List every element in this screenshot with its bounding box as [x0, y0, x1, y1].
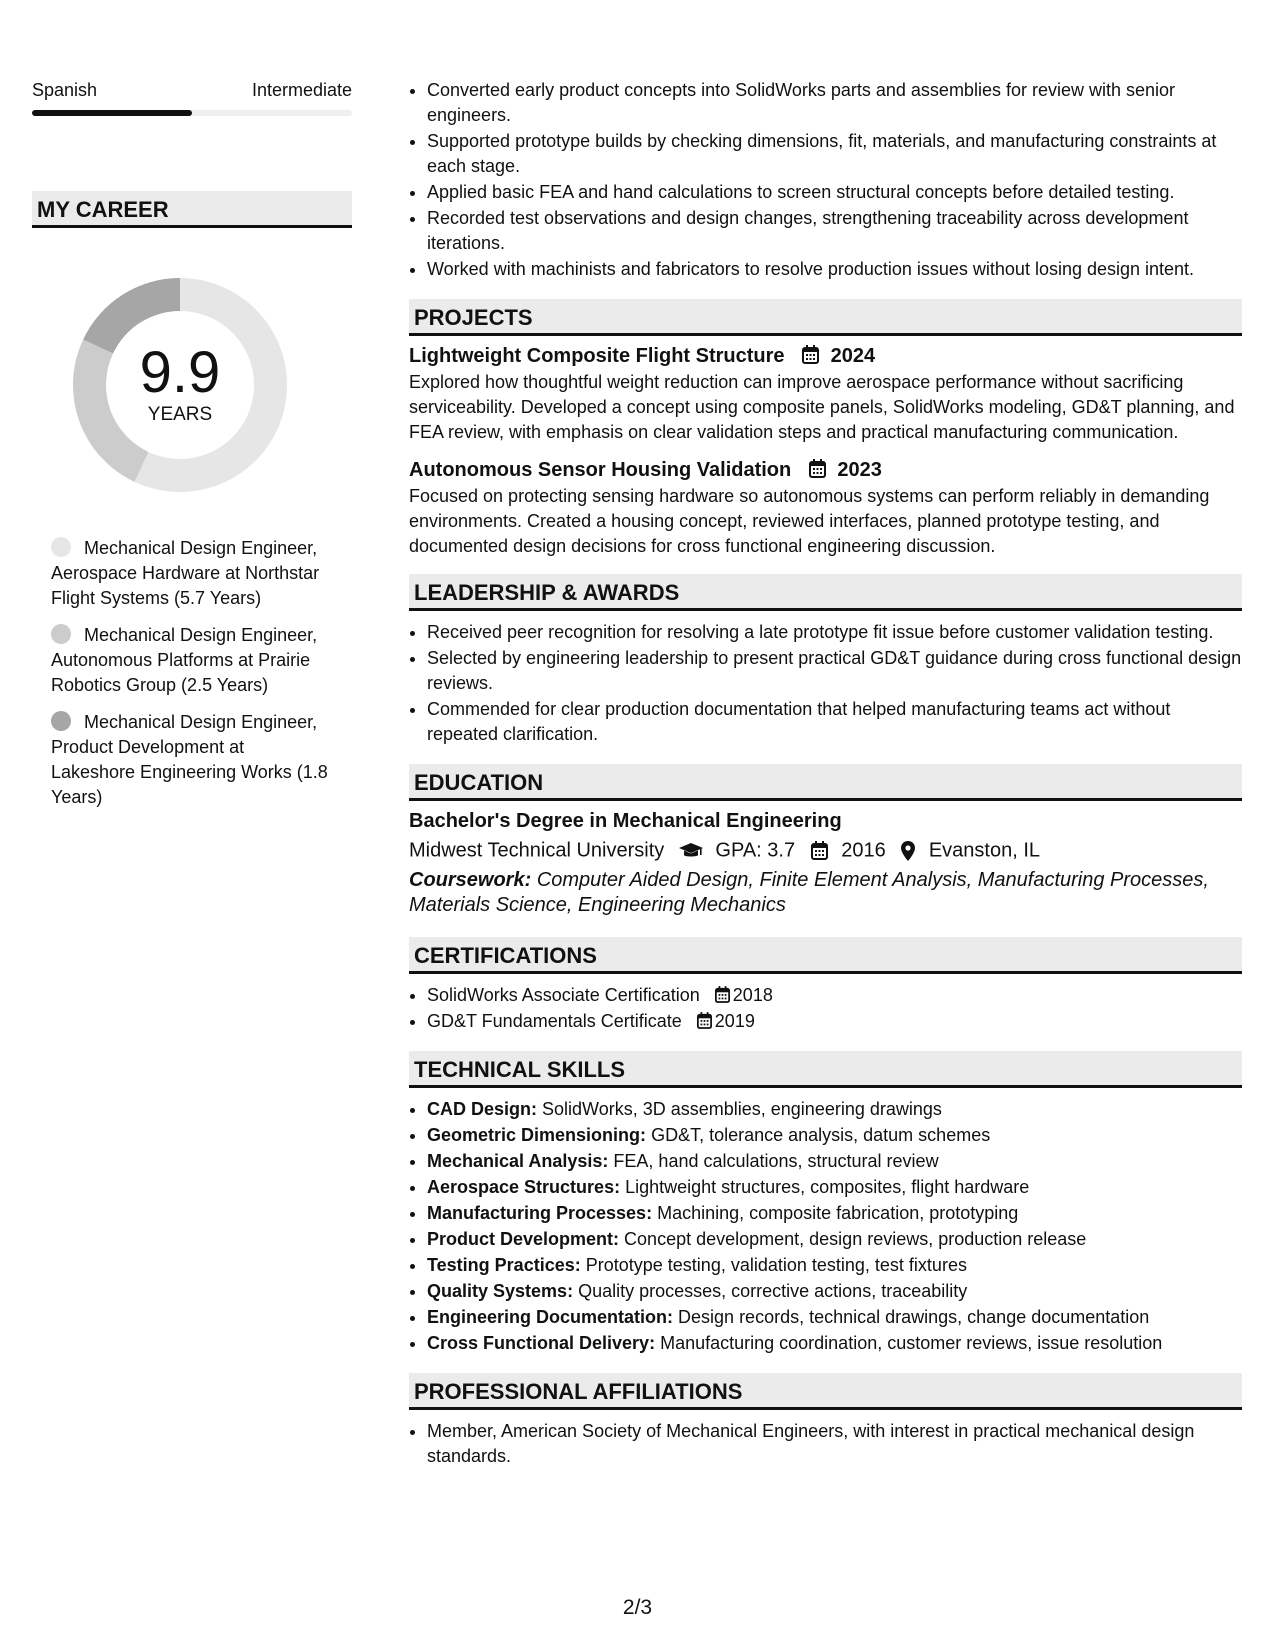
- skill-item: [427, 1149, 1242, 1174]
- certification-item: [427, 1009, 1242, 1034]
- right-column: [409, 78, 1242, 1470]
- leadership-list: [409, 620, 1242, 747]
- projects-heading: PROJECTS: [409, 299, 1242, 336]
- skill-label: Testing Practices:: [427, 1254, 581, 1275]
- skill-label: CAD Design:: [427, 1098, 538, 1119]
- skill-item: [427, 1097, 1242, 1122]
- experience-bullet: • Supported prototype builds by checking dimensions, fit, materials, and manufacturing constraints at each stage.: [427, 129, 1242, 179]
- skill-value: Lightweight structures, composites, flight hardware: [625, 1176, 1030, 1197]
- skill-label: Engineering Documentation:: [427, 1306, 674, 1327]
- page-number: 2/3: [622, 1596, 653, 1619]
- leadership-item: • Received peer recognition for resolving a late prototype fit issue before customer validation testing.: [427, 620, 1242, 645]
- career-legend-text: Mechanical Design Engineer, Product Development at Lakeshore Engineering Works (1.8 Years): [51, 712, 328, 807]
- education-details: [409, 835, 1242, 866]
- skills-list: [409, 1097, 1242, 1356]
- skill-label: Manufacturing Processes:: [427, 1202, 653, 1223]
- language-row: [32, 78, 352, 102]
- graduation-cap-icon: [678, 842, 704, 860]
- project-year: 2023: [837, 459, 882, 481]
- skill-value: Quality processes, corrective actions, traceability: [578, 1280, 968, 1301]
- skill-item: [427, 1201, 1242, 1226]
- certification-item: [427, 983, 1242, 1008]
- skill-value: GD&T, tolerance analysis, datum schemes: [651, 1124, 991, 1145]
- skill-label: Product Development:: [427, 1228, 620, 1249]
- skill-item: [427, 1227, 1242, 1252]
- experience-bullet: • Recorded test observations and design changes, strengthening traceability across development iterations.: [427, 206, 1242, 256]
- skill-value: SolidWorks, 3D assemblies, engineering drawings: [542, 1098, 942, 1119]
- calendar-icon: [697, 1012, 712, 1029]
- skill-value: Design records, technical drawings, change documentation: [678, 1306, 1150, 1327]
- certifications-list: [409, 983, 1242, 1034]
- coursework-label: Coursework:: [409, 868, 532, 891]
- degree-title: Bachelor's Degree in Mechanical Engineering: [409, 810, 842, 832]
- leadership-item: • Selected by engineering leadership to present practical GD&T guidance during cross functional design reviews.: [427, 646, 1242, 696]
- skill-label: Mechanical Analysis:: [427, 1150, 609, 1171]
- affiliations-heading: PROFESSIONAL AFFILIATIONS: [409, 1373, 1242, 1410]
- skill-label: Quality Systems:: [427, 1280, 574, 1301]
- project-description: Focused on protecting sensing hardware so autonomous systems can perform reliably in demanding environments. Created a housing concept, reviewed interfaces, planned prototype testing, and documented design decisions for cross functional engineering discussion.: [409, 486, 1210, 556]
- career-years-unit: YEARS: [147, 404, 213, 425]
- career-legend-item: [51, 710, 331, 810]
- experience-bullets: [409, 78, 1242, 282]
- skill-label: Aerospace Structures:: [427, 1176, 621, 1197]
- project-entry: [409, 342, 1242, 445]
- skill-value: Prototype testing, validation testing, test fixtures: [585, 1254, 967, 1275]
- skill-item: [427, 1253, 1242, 1278]
- map-pin-icon: [901, 841, 915, 861]
- skill-item: [427, 1331, 1242, 1356]
- graduation-year: 2016: [841, 839, 886, 862]
- legend-dot: [51, 624, 71, 644]
- skill-value: Concept development, design reviews, production release: [624, 1228, 1087, 1249]
- calendar-icon: [802, 345, 819, 364]
- school-location: Evanston, IL: [928, 839, 1041, 862]
- language-proficiency-fill: [32, 110, 192, 116]
- skill-item: [427, 1279, 1242, 1304]
- skill-label: Geometric Dimensioning:: [427, 1124, 647, 1145]
- language-proficiency-bar: [32, 110, 352, 116]
- school-name: Midwest Technical University: [409, 839, 665, 862]
- experience-bullet: • Applied basic FEA and hand calculations to screen structural concepts before detailed testing.: [427, 180, 1242, 205]
- calendar-icon: [811, 841, 828, 860]
- legend-dot: [51, 537, 71, 557]
- career-total-years: 9.9: [139, 340, 221, 405]
- career-heading: MY CAREER: [32, 191, 352, 228]
- experience-bullet: • Worked with machinists and fabricators to resolve production issues without losing design intent.: [427, 257, 1242, 282]
- skill-item: [427, 1123, 1242, 1148]
- language-name: Spanish: [32, 80, 98, 100]
- certification-name: SolidWorks Associate Certification: [427, 984, 700, 1005]
- certification-year: 2019: [714, 1010, 755, 1031]
- certification-name: GD&T Fundamentals Certificate: [427, 1010, 682, 1031]
- skill-value: Machining, composite fabrication, prototyping: [657, 1202, 1019, 1223]
- calendar-icon: [809, 459, 826, 478]
- career-legend-text: Mechanical Design Engineer, Aerospace Hardware at Northstar Flight Systems (5.7 Years): [51, 538, 320, 608]
- certifications-heading: CERTIFICATIONS: [409, 937, 1242, 974]
- gpa: GPA: 3.7: [715, 839, 796, 862]
- affiliations-list: [409, 1419, 1242, 1469]
- education-heading: EDUCATION: [409, 764, 1242, 801]
- language-level: Intermediate: [251, 80, 352, 100]
- affiliation-item: • Member, American Society of Mechanical Engineers, with interest in practical mechanical design standards.: [427, 1419, 1242, 1469]
- experience-bullet: • Converted early product concepts into SolidWorks parts and assemblies for review with senior engineers.: [427, 78, 1242, 128]
- leadership-item: • Commended for clear production documentation that helped manufacturing teams act without repeated clarification.: [427, 697, 1242, 747]
- certification-year: 2018: [732, 984, 773, 1005]
- project-entry: [409, 456, 1242, 559]
- career-legend-item: [51, 623, 331, 698]
- project-title: Autonomous Sensor Housing Validation: [409, 459, 792, 481]
- coursework-list: Computer Aided Design, Finite Element Analysis, Manufacturing Processes, Materials Science, Engineering Mechanics: [409, 868, 1209, 916]
- legend-dot: [51, 711, 71, 731]
- calendar-icon: [715, 986, 730, 1003]
- career-donut-chart: [65, 270, 295, 500]
- skills-heading: TECHNICAL SKILLS: [409, 1051, 1242, 1088]
- leadership-heading: LEADERSHIP & AWARDS: [409, 574, 1242, 611]
- career-legend-text: Mechanical Design Engineer, Autonomous Platforms at Prairie Robotics Group (2.5 Years): [51, 625, 318, 695]
- skill-item: [427, 1175, 1242, 1200]
- left-column: [32, 78, 352, 822]
- project-year: 2024: [830, 345, 876, 367]
- career-legend: [51, 536, 331, 810]
- career-legend-item: [51, 536, 331, 611]
- education-entry: [409, 807, 1242, 918]
- skill-label: Cross Functional Delivery:: [427, 1332, 656, 1353]
- skill-item: [427, 1305, 1242, 1330]
- skill-value: Manufacturing coordination, customer reviews, issue resolution: [660, 1332, 1163, 1353]
- project-title: Lightweight Composite Flight Structure: [409, 345, 785, 367]
- project-description: Explored how thoughtful weight reduction can improve aerospace performance without sacrificing serviceability. Developed a concept using composite panels, SolidWorks modeling, GD&T planning, and FEA review, with emphasis on clear validation steps and practical manufacturing communication.: [409, 372, 1235, 442]
- coursework: [409, 868, 1242, 918]
- skill-value: FEA, hand calculations, structural review: [613, 1150, 939, 1171]
